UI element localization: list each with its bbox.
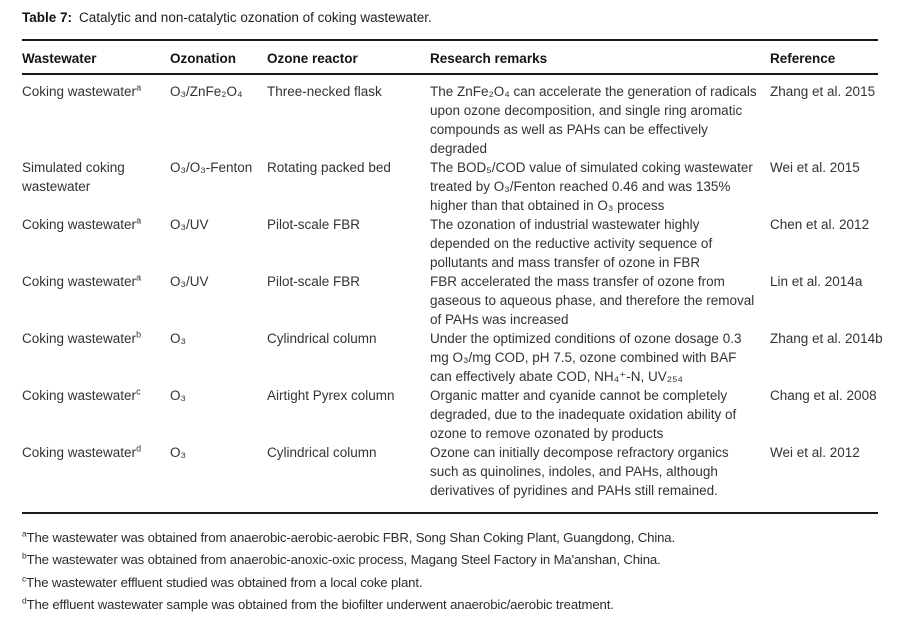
cell-ozonation: O₃ xyxy=(170,331,186,346)
footnote-marker: d xyxy=(22,595,27,606)
cell-ozone-reactor: Airtight Pyrex column xyxy=(267,388,395,403)
footnote-marker: a xyxy=(136,272,142,283)
cell-ozonation: O₃ xyxy=(170,388,186,403)
table-body xyxy=(22,74,883,513)
footnote-marker: b xyxy=(136,329,142,340)
table-caption-label: Table 7: xyxy=(22,10,73,25)
cell-reference: Chang et al. 2008 xyxy=(770,388,877,403)
cell-wastewater xyxy=(22,329,170,386)
table-row xyxy=(22,74,878,158)
cell-reference: Wei et al. 2012 xyxy=(770,445,860,460)
footnote-marker: c xyxy=(136,386,141,397)
footnote xyxy=(22,549,878,571)
cell-research-remarks: Organic matter and cyanide cannot be completely degraded, due to the inadequate oxidation ability of ozone to remove ozonated by products xyxy=(430,388,737,441)
footnote-marker: d xyxy=(136,443,142,454)
cell-research-remarks: The ozonation of industrial wastewater highly depended on the reductive activity sequence of pollutants and mass transfer of ozone in FBR xyxy=(430,217,713,270)
table-row xyxy=(22,158,878,215)
cell-ozonation: O₃ xyxy=(170,445,186,460)
header-row xyxy=(22,40,878,74)
table-row xyxy=(22,215,878,272)
wastewater-text: Coking wastewater xyxy=(22,388,137,403)
cell-research-remarks: The BOD₅/COD value of simulated coking wastewater treated by O₃/Fenton reached 0.46 and was 135% higher than that obtained in O₃ process xyxy=(430,160,753,213)
col-header-wastewater: Wastewater xyxy=(22,40,170,74)
cell-ozone-reactor: Three-necked flask xyxy=(267,84,382,99)
wastewater-text: Coking wastewater xyxy=(22,445,137,460)
wastewater-text: Coking wastewater xyxy=(22,84,137,99)
table-row xyxy=(22,386,878,443)
footnote-text: The wastewater was obtained from anaerobic-anoxic-oxic process, Magang Steel Factory in Ma'anshan, China. xyxy=(26,552,661,568)
footnote xyxy=(22,572,878,594)
footnote-marker: a xyxy=(136,82,142,93)
cell-wastewater xyxy=(22,443,170,513)
cell-wastewater xyxy=(22,215,170,272)
cell-reference: Chen et al. 2012 xyxy=(770,217,870,232)
footnote-text: The effluent wastewater sample was obtained from the biofilter underwent anaerobic/aerobic treatment. xyxy=(26,597,614,613)
cell-reference: Lin et al. 2014a xyxy=(770,274,863,289)
table-caption xyxy=(22,9,878,26)
col-header-ozone-reactor: Ozone reactor xyxy=(267,40,430,74)
footnote xyxy=(22,594,878,616)
wastewater-text: Coking wastewater xyxy=(22,217,137,232)
table-row xyxy=(22,329,878,386)
cell-ozone-reactor: Cylindrical column xyxy=(267,331,377,346)
cell-research-remarks: Ozone can initially decompose refractory organics such as quinolines, indoles, and PAHs, although derivatives of pyridines and PAHs still remained. xyxy=(430,445,729,498)
cell-ozone-reactor: Cylindrical column xyxy=(267,445,377,460)
cell-ozone-reactor: Rotating packed bed xyxy=(267,160,391,175)
table-caption-text: Catalytic and non-catalytic ozonation of coking wastewater. xyxy=(79,10,432,25)
cell-wastewater xyxy=(22,272,170,329)
cell-ozone-reactor: Pilot-scale FBR xyxy=(267,274,361,289)
col-header-ozonation: Ozonation xyxy=(170,40,267,74)
ozonation-table xyxy=(22,39,883,514)
cell-wastewater xyxy=(22,74,170,158)
cell-reference: Wei et al. 2015 xyxy=(770,160,860,175)
cell-research-remarks: FBR accelerated the mass transfer of ozone from gaseous to aqueous phase, and therefore the removal of PAHs was increased xyxy=(430,274,755,327)
footnote-marker: b xyxy=(22,551,27,562)
footnote-marker: a xyxy=(22,528,27,539)
cell-reference: Zhang et al. 2014b xyxy=(770,331,883,346)
wastewater-text: Simulated coking wastewater xyxy=(22,160,125,194)
cell-research-remarks: The ZnFe₂O₄ can accelerate the generation of radicals upon ozone decomposition, and single ring aromatic compounds as well as PAHs can be effectively degraded xyxy=(430,84,757,156)
cell-reference: Zhang et al. 2015 xyxy=(770,84,876,99)
cell-ozonation: O₃/O₃-Fenton xyxy=(170,160,253,175)
cell-wastewater xyxy=(22,386,170,443)
footnote xyxy=(22,527,878,549)
cell-research-remarks: Under the optimized conditions of ozone dosage 0.3 mg O₃/mg COD, pH 7.5, ozone combined with BAF can effectively abate COD, NH₄⁺-N, UV₂₅₄ xyxy=(430,331,742,384)
wastewater-text: Coking wastewater xyxy=(22,331,137,346)
footnote-marker: a xyxy=(136,215,142,226)
table-row xyxy=(22,443,878,513)
table-header xyxy=(22,40,878,74)
col-header-reference: Reference xyxy=(770,40,878,74)
col-header-research-remarks: Research remarks xyxy=(430,40,770,74)
cell-ozonation: O₃/ZnFe₂O₄ xyxy=(170,84,243,99)
footnote-text: The wastewater was obtained from anaerobic-aerobic-aerobic FBR, Song Shan Coking Plant, Guangdong, China. xyxy=(26,530,675,545)
cell-ozonation: O₃/UV xyxy=(170,274,209,289)
footnote-marker: c xyxy=(22,573,27,584)
footnote-text: The wastewater effluent studied was obtained from a local coke plant. xyxy=(26,574,423,590)
cell-ozone-reactor: Pilot-scale FBR xyxy=(267,217,361,232)
wastewater-text: Coking wastewater xyxy=(22,274,137,289)
footnotes xyxy=(22,527,878,617)
cell-wastewater xyxy=(22,158,170,215)
table-row xyxy=(22,272,878,329)
cell-ozonation: O₃/UV xyxy=(170,217,209,232)
